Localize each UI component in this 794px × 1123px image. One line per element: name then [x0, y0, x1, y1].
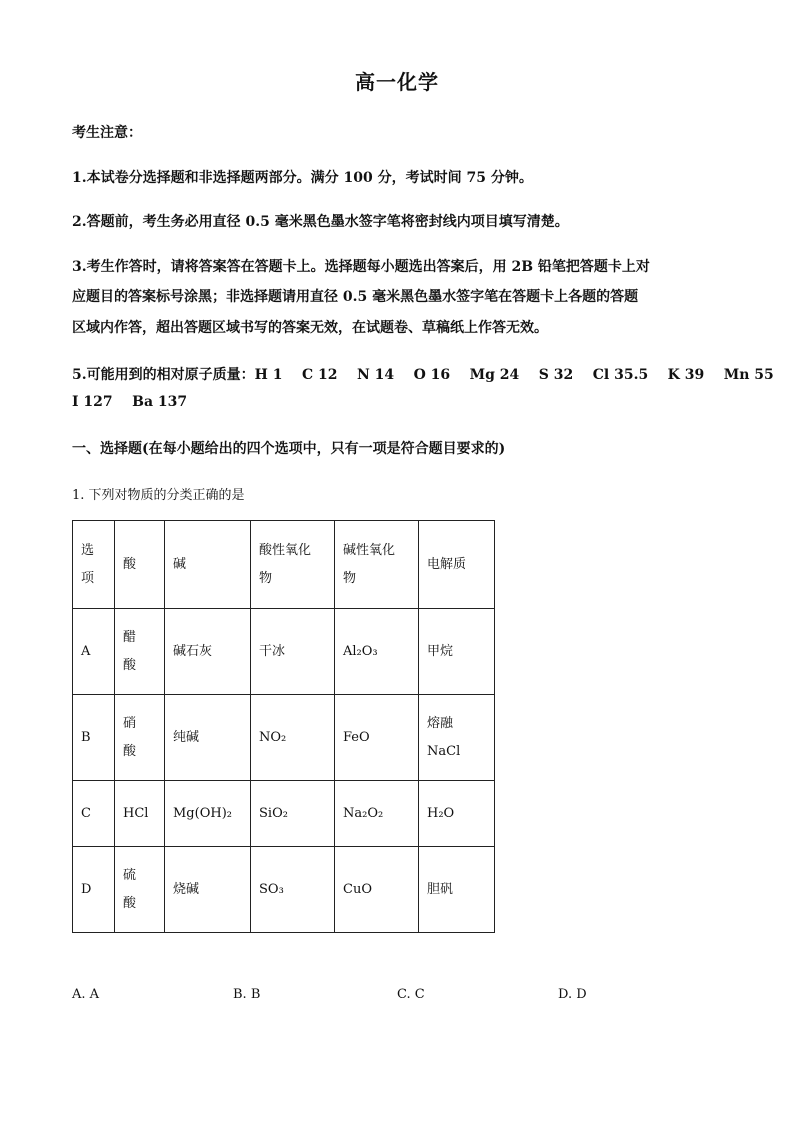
base-cell: 纯碱	[165, 695, 251, 781]
option-b[interactable]: B. B	[233, 987, 261, 1002]
electrolyte-cell: H₂O	[419, 781, 495, 847]
header-cell: 酸性氧化物	[251, 521, 335, 609]
option-cell: D	[73, 847, 115, 933]
notice-line-5a: 5.可能用到的相对原子质量：H 1 C 12 N 14 O 16 Mg 24 S 32 Cl 35.5 K 39 Mn 55	[72, 367, 774, 383]
acid-cell: HCl	[115, 781, 165, 847]
header-cell: 碱性氧化物	[335, 521, 419, 609]
electrolyte-cell: 甲烷	[419, 609, 495, 695]
base-cell: 烧碱	[165, 847, 251, 933]
header-cell: 电解质	[419, 521, 495, 609]
notice-line-3b: 应题目的答案标号涂黑；非选择题请用直径 0.5 毫米黑色墨水签字笔在答题卡上各题的答题	[72, 289, 639, 305]
acid-cell: 硫酸	[115, 847, 165, 933]
header-cell: 碱	[165, 521, 251, 609]
acidic-oxide-cell: 干冰	[251, 609, 335, 695]
acidic-oxide-cell: SO₃	[251, 847, 335, 933]
notice-heading: 考生注意：	[72, 125, 142, 141]
option-cell: A	[73, 609, 115, 695]
base-cell: 碱石灰	[165, 609, 251, 695]
page-title: 高一化学	[355, 70, 439, 94]
table-row	[73, 609, 495, 695]
table-row	[73, 781, 495, 847]
option-d[interactable]: D. D	[558, 987, 587, 1002]
basic-oxide-cell: Al₂O₃	[335, 609, 419, 695]
header-cell: 选项	[73, 521, 115, 609]
notice-line-3c: 区域内作答，超出答题区域书写的答案无效，在试题卷、草稿纸上作答无效。	[72, 320, 548, 336]
basic-oxide-cell: FeO	[335, 695, 419, 781]
notice-line-3a: 3.考生作答时，请将答案答在答题卡上。选择题每小题选出答案后，用 2B 铅笔把答题卡上对	[72, 259, 650, 275]
acid-cell: 醋酸	[115, 609, 165, 695]
header-cell: 酸	[115, 521, 165, 609]
section-heading: 一、选择题(在每小题给出的四个选项中，只有一项是符合题目要求的)	[72, 441, 506, 457]
basic-oxide-cell: Na₂O₂	[335, 781, 419, 847]
question-stem: 1. 下列对物质的分类正确的是	[72, 488, 245, 503]
acidic-oxide-cell: NO₂	[251, 695, 335, 781]
notice-line-1: 1.本试卷分选择题和非选择题两部分。满分 100 分，考试时间 75 分钟。	[72, 170, 533, 186]
option-cell: C	[73, 781, 115, 847]
notice-line-2: 2.答题前，考生务必用直径 0.5 毫米黑色墨水签字笔将密封线内项目填写清楚。	[72, 214, 569, 230]
base-cell: Mg(OH)₂	[165, 781, 251, 847]
electrolyte-cell: 胆矾	[419, 847, 495, 933]
table-header-row	[73, 521, 495, 609]
notice-line-5b: I 127 Ba 137	[72, 394, 188, 410]
electrolyte-cell: 熔融NaCl	[419, 695, 495, 781]
option-cell: B	[73, 695, 115, 781]
acid-cell: 硝酸	[115, 695, 165, 781]
basic-oxide-cell: CuO	[335, 847, 419, 933]
table-row	[73, 847, 495, 933]
option-a[interactable]: A. A	[72, 987, 100, 1002]
acidic-oxide-cell: SiO₂	[251, 781, 335, 847]
classification-table	[72, 520, 495, 933]
option-c[interactable]: C. C	[397, 987, 425, 1002]
table-row	[73, 695, 495, 781]
